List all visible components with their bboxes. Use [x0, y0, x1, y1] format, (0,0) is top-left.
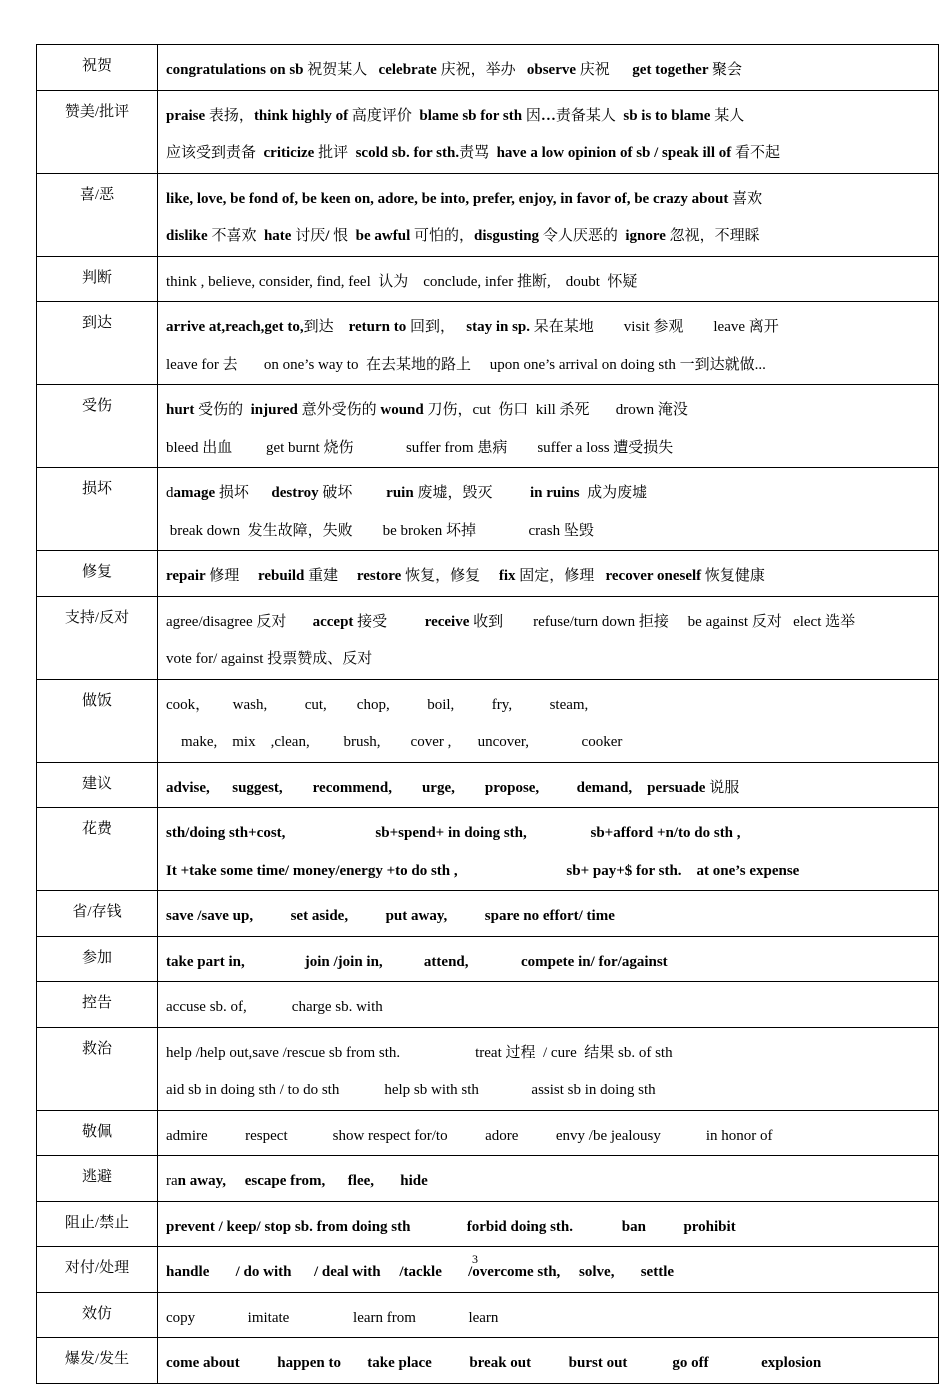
- vocab-term: save /save up, set aside, put away, spare no effort/ time: [166, 908, 615, 924]
- table-row: [37, 256, 939, 302]
- vocab-text: 令人厌恶的: [542, 228, 626, 244]
- vocab-term: It +take some time/ money/energy +to do sth , sb+ pay+$ for sth. at one’s expense: [166, 862, 800, 879]
- vocab-line: [166, 309, 938, 347]
- vocab-text: ra: [166, 1173, 178, 1189]
- vocab-text: 受伤的: [198, 402, 251, 418]
- vocab-term: ruin: [386, 485, 418, 501]
- vocab-text: 可怕的，: [414, 228, 475, 244]
- vocab-line: [166, 815, 938, 853]
- table-row: [37, 762, 939, 808]
- table-row: [37, 808, 939, 891]
- vocab-text: d: [166, 485, 174, 501]
- page-number: 3: [472, 1252, 478, 1266]
- category-cell: 阻止/禁止: [37, 1201, 158, 1247]
- vocab-term: handle / do with / deal with /tackle /overcome sth, solve, settle: [166, 1264, 675, 1280]
- vocab-term: be awful: [355, 228, 414, 244]
- vocab-cell: [158, 891, 939, 937]
- vocab-line: [166, 604, 938, 642]
- vocab-text: 恨: [333, 228, 356, 244]
- category-cell: 控告: [37, 982, 158, 1028]
- vocab-text: 讨厌: [295, 228, 326, 244]
- vocab-term: get together: [632, 62, 712, 78]
- vocab-cell: [158, 173, 939, 256]
- vocab-text: 损坏: [218, 485, 272, 501]
- vocab-line: [166, 1072, 938, 1110]
- vocab-text: 废墟，毁灭: [417, 485, 530, 501]
- vocab-term: arrive at,reach,get to,: [166, 319, 304, 335]
- category-cell: 喜/恶: [37, 173, 158, 256]
- vocab-term: accept: [312, 613, 358, 630]
- vocab-text: 高度评价: [351, 107, 420, 124]
- vocab-text: 看不起: [734, 145, 780, 161]
- table-row: [37, 90, 939, 173]
- vocab-text: 喜欢: [732, 190, 763, 207]
- vocab-term: dislike: [166, 228, 212, 244]
- category-cell: 判断: [37, 256, 158, 302]
- category-cell: 敬佩: [37, 1110, 158, 1156]
- table-row: [37, 679, 939, 762]
- vocab-line: [166, 430, 938, 468]
- vocab-line: [166, 1300, 938, 1338]
- vocab-cell: [158, 302, 939, 385]
- vocab-term: repair: [166, 568, 210, 584]
- vocab-text: 修理: [209, 568, 258, 584]
- vocab-cell: [158, 90, 939, 173]
- vocab-line: [166, 98, 938, 136]
- vocab-term: like, love, be fond of, be keen on, adore, be into, prefer, enjoy, in favor of, be crazy about: [166, 190, 733, 207]
- table-row: [37, 596, 939, 679]
- vocab-text: break down 发生故障，失败 be broken 坏掉 crash 坠毁: [166, 522, 594, 539]
- vocab-text: 回到，: [409, 319, 467, 335]
- vocab-text: copy imitate learn from learn: [166, 1309, 499, 1326]
- vocab-term: /: [325, 228, 334, 244]
- vocab-term: ignore: [625, 228, 670, 244]
- table-row: [37, 936, 939, 982]
- vocab-text: 聚会: [711, 62, 742, 78]
- category-cell: 建议: [37, 762, 158, 808]
- table-row: [37, 551, 939, 597]
- vocab-line: [166, 181, 938, 219]
- category-cell: 省/存钱: [37, 891, 158, 937]
- vocab-text: 重建: [308, 568, 357, 584]
- vocab-text: make, mix ,clean, brush, cover , uncover, cooker: [166, 734, 623, 750]
- vocab-cell: [158, 982, 939, 1028]
- vocab-line: [166, 264, 938, 302]
- vocab-line: [166, 853, 938, 891]
- vocab-text: 表扬，: [208, 107, 254, 124]
- vocab-text: 接受: [357, 613, 425, 630]
- vocab-text: 忽视，不理睬: [669, 228, 760, 244]
- category-cell: 救治: [37, 1027, 158, 1110]
- vocab-term: wound: [380, 402, 428, 418]
- vocab-cell: [158, 1110, 939, 1156]
- vocab-text: 破坏: [322, 485, 387, 501]
- vocab-term: have a low opinion of sb / speak ill of: [496, 145, 735, 161]
- table-row: [37, 173, 939, 256]
- vocab-cell: [158, 596, 939, 679]
- vocab-term: disgusting: [474, 228, 543, 244]
- table-row: [37, 982, 939, 1028]
- vocab-cell: [158, 762, 939, 808]
- vocab-term: praise: [166, 107, 209, 124]
- vocab-term: congratulations on sb: [166, 62, 308, 78]
- vocab-text: 刀伤，cut 伤口 kill 杀死 drown 淹没: [427, 402, 688, 418]
- table-row: [37, 891, 939, 937]
- vocab-term: return to: [348, 319, 410, 335]
- table-row: [37, 1292, 939, 1338]
- vocab-text: help /help out,save /rescue sb from sth. treat 过程 / cure 结果 sb. of sth: [166, 1044, 673, 1061]
- vocab-term: sb is to blame: [623, 107, 715, 124]
- vocab-text: 庆祝，举办: [440, 62, 527, 78]
- vocab-cell: [158, 1201, 939, 1247]
- vocab-term: blame sb for sth: [419, 107, 526, 124]
- vocab-line: [166, 475, 938, 513]
- vocab-term: hate: [263, 228, 296, 244]
- table-row: [37, 1201, 939, 1247]
- vocab-term: recover oneself: [605, 568, 705, 584]
- vocab-term: criticize: [263, 145, 319, 161]
- vocab-term: prevent / keep/ stop sb. from doing sth forbid doing sth. ban prohibit: [166, 1218, 736, 1235]
- vocab-text: 固定，修理: [519, 568, 606, 584]
- vocab-text: think , believe, consider, find, feel 认为 conclude, infer 推断, doubt 怀疑: [166, 273, 638, 290]
- vocab-term: hurt: [166, 402, 199, 418]
- category-cell: 到达: [37, 302, 158, 385]
- vocab-line: [166, 347, 938, 385]
- vocab-line: [166, 770, 938, 808]
- vocab-line: [166, 1163, 938, 1201]
- category-cell: 修复: [37, 551, 158, 597]
- vocab-line: [166, 724, 938, 762]
- vocab-text: 祝贺某人: [307, 62, 379, 78]
- vocab-line: [166, 944, 938, 982]
- vocab-text: 应该受到责备: [166, 145, 264, 161]
- vocab-text: 庆祝: [579, 62, 633, 78]
- vocab-term: come about happen to take place break out burst out go off explosion: [166, 1355, 822, 1371]
- vocab-text: 意外受伤的: [301, 402, 381, 418]
- category-cell: 爆发/发生: [37, 1338, 158, 1384]
- vocab-line: [166, 52, 938, 90]
- vocab-cell: [158, 385, 939, 468]
- vocab-line: [166, 558, 938, 596]
- category-cell: 祝贺: [37, 45, 158, 91]
- vocab-table: [36, 44, 939, 1384]
- vocab-cell: [158, 936, 939, 982]
- vocab-line: [166, 687, 938, 725]
- vocab-line: [166, 641, 938, 679]
- vocab-term: scold sb. for sth.: [355, 145, 460, 161]
- table-row: [37, 385, 939, 468]
- vocab-text: 收到 refuse/turn down 拒接 be against 反对 elect 选举: [473, 613, 856, 630]
- vocab-cell: [158, 1156, 939, 1202]
- vocab-term: think highly of: [253, 107, 352, 124]
- vocab-text: 不喜欢: [211, 228, 264, 244]
- vocab-cell: [158, 45, 939, 91]
- category-cell: 赞美/批评: [37, 90, 158, 173]
- vocab-term: receive: [424, 613, 474, 630]
- vocab-text: leave for 去 on one’s way to 在去某地的路上 upon one’s arrival on doing sth 一到达就做...: [166, 356, 766, 373]
- vocab-term: …: [540, 107, 556, 124]
- vocab-line: [166, 218, 938, 256]
- vocab-text: 批评: [318, 145, 356, 161]
- vocab-cell: [158, 679, 939, 762]
- vocab-text: agree/disagree 反对: [166, 613, 313, 630]
- table-row: [37, 45, 939, 91]
- vocab-text: bleed 出血 get burnt 烧伤 suffer from 患病 suffer a loss 遭受损失: [166, 439, 674, 456]
- category-cell: 花费: [37, 808, 158, 891]
- vocab-text: 恢复健康: [704, 568, 765, 584]
- vocab-term: observe: [526, 62, 580, 78]
- vocab-term: take part in, join /join in, attend, compete in/ for/against: [166, 953, 668, 970]
- vocab-cell: [158, 808, 939, 891]
- vocab-line: [166, 513, 938, 551]
- category-cell: 支持/反对: [37, 596, 158, 679]
- vocab-text: 到达: [303, 319, 349, 335]
- category-cell: 参加: [37, 936, 158, 982]
- vocab-term: restore: [356, 568, 406, 584]
- vocab-table-body: [37, 45, 939, 1384]
- table-row: [37, 1027, 939, 1110]
- vocab-term: in ruins: [529, 485, 588, 501]
- category-cell: 逃避: [37, 1156, 158, 1202]
- vocab-line: [166, 1118, 938, 1156]
- vocab-text: aid sb in doing sth / to do sth help sb with sth assist sb in doing sth: [166, 1082, 656, 1098]
- category-cell: 做饭: [37, 679, 158, 762]
- vocab-text: 某人: [714, 107, 745, 124]
- vocab-term: advise, suggest, recommend, urge, propose, demand, persuade: [166, 779, 710, 796]
- vocab-cell: [158, 256, 939, 302]
- vocab-text: 责备某人: [555, 107, 624, 124]
- vocab-term: n away, escape from, flee, hide: [177, 1173, 428, 1189]
- category-cell: 效仿: [37, 1292, 158, 1338]
- vocab-text: 呆在某地 visit 参观 leave 离开: [533, 319, 779, 335]
- vocab-line: [166, 1345, 938, 1383]
- vocab-term: injured: [250, 402, 302, 418]
- vocab-line: [166, 898, 938, 936]
- vocab-line: [166, 989, 938, 1027]
- vocab-term: sth/doing sth+cost, sb+spend+ in doing sth, sb+afford +n/to do sth ,: [166, 825, 741, 841]
- vocab-text: accuse sb. of, charge sb. with: [166, 999, 383, 1015]
- category-cell: 对付/处理: [37, 1247, 158, 1293]
- vocab-cell: [158, 1338, 939, 1384]
- vocab-term: stay in sp.: [466, 319, 534, 335]
- table-row: [37, 1110, 939, 1156]
- table-row: [37, 1338, 939, 1384]
- vocab-text: 因: [525, 107, 541, 124]
- vocab-text: 责骂: [459, 145, 497, 161]
- vocab-term: celebrate: [378, 62, 441, 78]
- vocab-line: [166, 135, 938, 173]
- category-cell: 损坏: [37, 468, 158, 551]
- vocab-term: fix: [498, 568, 520, 584]
- table-row: [37, 468, 939, 551]
- vocab-text: 成为废墟: [587, 485, 648, 501]
- vocab-text: cook， wash, cut, chop, boil, fry, steam,: [166, 696, 589, 713]
- vocab-text: admire respect show respect for/to adore envy /be jealousy in honor of: [166, 1127, 773, 1144]
- vocab-cell: [158, 1292, 939, 1338]
- vocab-cell: [158, 1027, 939, 1110]
- table-row: [37, 302, 939, 385]
- vocab-line: [166, 1209, 938, 1247]
- vocab-line: [166, 392, 938, 430]
- vocab-cell: [158, 468, 939, 551]
- table-row: [37, 1156, 939, 1202]
- vocab-term: destroy: [271, 485, 323, 501]
- vocab-term: amage: [173, 485, 219, 501]
- vocab-text: vote for/ against 投票赞成、反对: [166, 651, 373, 667]
- vocab-text: 恢复，修复: [405, 568, 499, 584]
- category-cell: 受伤: [37, 385, 158, 468]
- vocab-term: rebuild: [257, 568, 309, 584]
- vocab-line: [166, 1035, 938, 1073]
- vocab-text: 说服: [709, 779, 740, 796]
- vocab-cell: [158, 551, 939, 597]
